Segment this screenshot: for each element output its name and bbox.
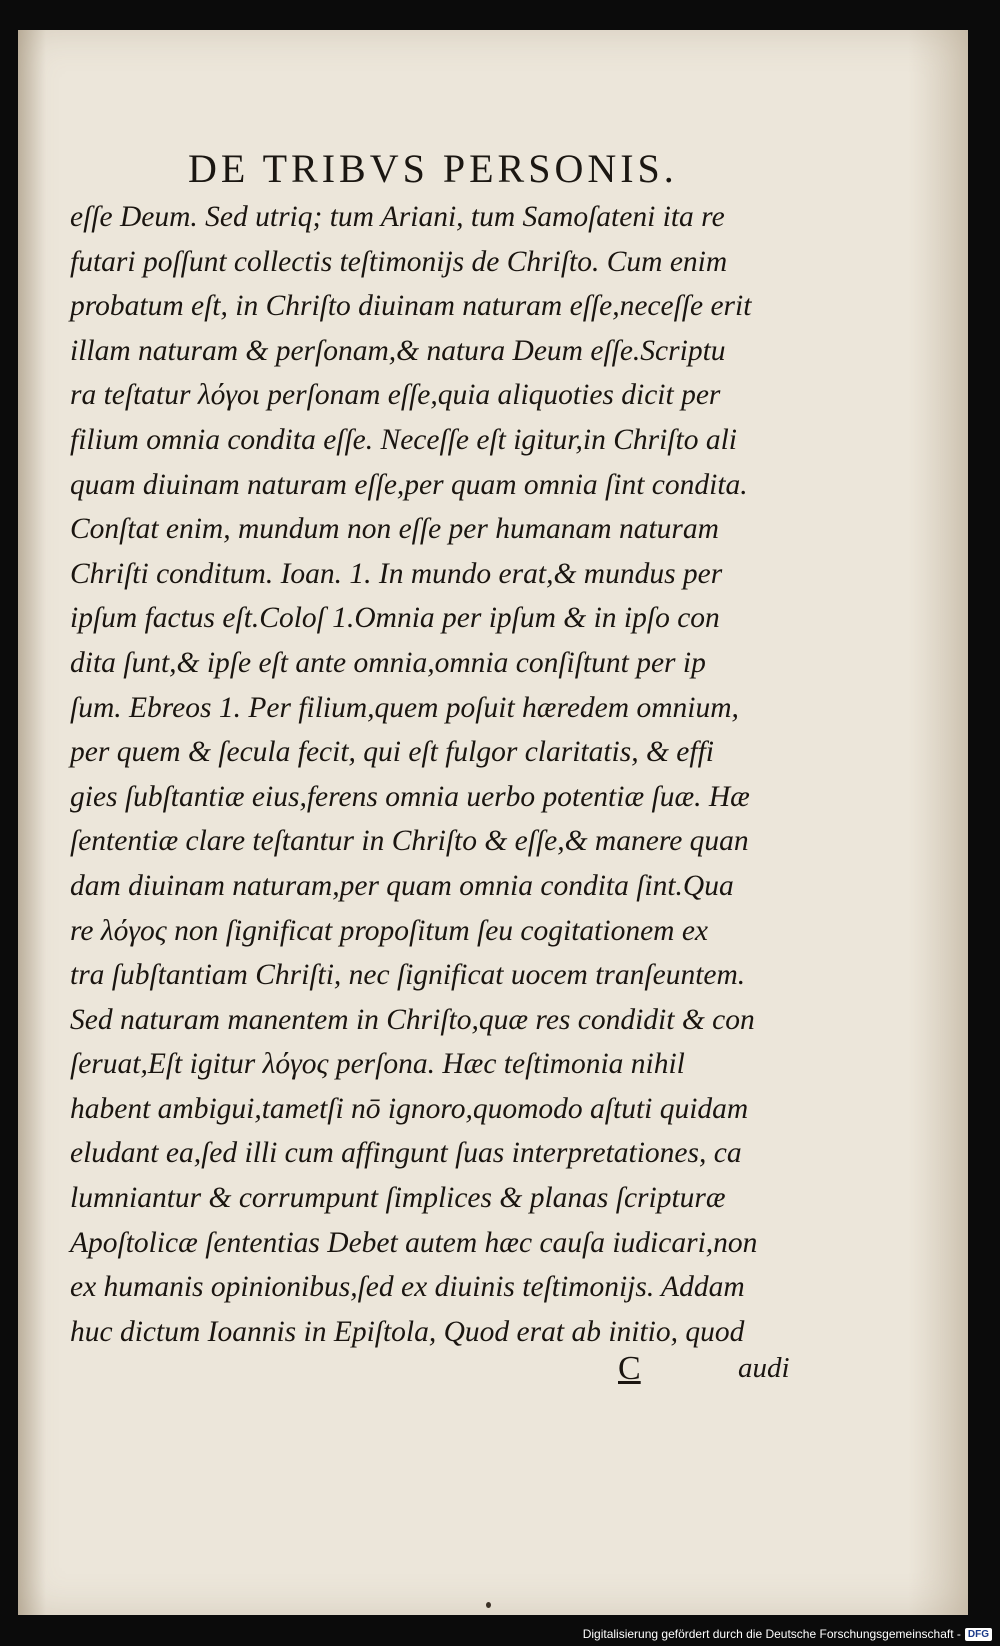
- text-line: re λόγος non ſignificat propoſitum ſeu cogitationem ex: [70, 914, 709, 947]
- body-text: [70, 195, 840, 1354]
- book-page: [18, 30, 968, 1615]
- running-header: DE TRIBVS PERSONIS.: [188, 146, 678, 191]
- text-line: ſum. Ebreos 1. Per filium,quem poſuit hæredem omnium,: [70, 691, 739, 724]
- text-line: eſſe Deum. Sed utriq; tum Ariani, tum Samoſateni ita re: [70, 201, 725, 233]
- text-line: ipſum factus eſt.Coloſ 1.Omnia per ipſum & in ipſo con: [70, 602, 720, 635]
- text-line: Apoſtolicæ ſententias Debet autem hæc cauſa iudicari,non: [70, 1226, 758, 1259]
- text-line: Chriſti conditum. Ioan. 1. In mundo erat,& mundus per: [70, 557, 723, 590]
- ink-dot: [486, 1602, 491, 1608]
- text-line: lumniantur & corrumpunt ſimplices & planas ſcripturæ: [70, 1182, 726, 1215]
- text-line: eludant ea,ſed illi cum affingunt ſuas interpretationes, ca: [70, 1137, 742, 1170]
- text-line: ex humanis opinionibus,ſed ex diuinis teſtimonijs. Addam: [70, 1271, 745, 1304]
- dfg-logo: DFG: [965, 1628, 992, 1641]
- text-line: habent ambigui,tametſi nō ignoro,quomodo aſtuti quidam: [70, 1092, 749, 1125]
- text-line: probatum eſt, in Chriſto diuinam naturam eſſe,neceſſe erit: [70, 290, 752, 323]
- catchword: audi: [738, 1352, 790, 1384]
- text-line: illam naturam & perſonam,& natura Deum eſſe.Scriptu: [70, 334, 726, 367]
- text-line: Sed naturam manentem in Chriſto,quæ res condidit & con: [70, 1003, 755, 1036]
- text-line: dita ſunt,& ipſe eſt ante omnia,omnia conſiſtunt per ip: [70, 646, 706, 679]
- digitization-credit: [583, 1624, 992, 1644]
- text-line: per quem & ſecula fecit, qui eſt fulgor claritatis, & effi: [70, 736, 714, 769]
- text-line: tra ſubſtantiam Chriſti, nec ſignificat uocem tranſeuntem.: [70, 959, 746, 992]
- text-line: Conſtat enim, mundum non eſſe per humanam naturam: [70, 513, 719, 546]
- text-line: gies ſubſtantiæ eius,ferens omnia uerbo potentiæ ſuæ. Hæ: [70, 780, 750, 813]
- text-line: futari poſſunt collectis teſtimonijs de Chriſto. Cum enim: [70, 245, 728, 278]
- text-line: ſententiæ clare teſtantur in Chriſto & eſſe,& manere quan: [70, 825, 749, 858]
- credit-text: Digitalisierung gefördert durch die Deutsche Forschungsgemeinschaft -: [582, 1627, 961, 1641]
- signature-mark: C: [618, 1350, 641, 1387]
- text-line: dam diuinam naturam,per quam omnia condita ſint.Qua: [70, 869, 734, 902]
- text-line: huc dictum Ioannis in Epiſtola, Quod erat ab initio, quod: [70, 1315, 745, 1348]
- text-line: quam diuinam naturam eſſe,per quam omnia ſint condita.: [70, 468, 748, 501]
- text-line: filium omnia condita eſſe. Neceſſe eſt igitur,in Chriſto ali: [70, 423, 737, 456]
- text-line: ra teſtatur λόγοι perſonam eſſe,quia aliquoties dicit per: [70, 379, 721, 412]
- text-line: ſeruat,Eſt igitur λόγος perſona. Hæc teſtimonia nihil: [70, 1048, 685, 1081]
